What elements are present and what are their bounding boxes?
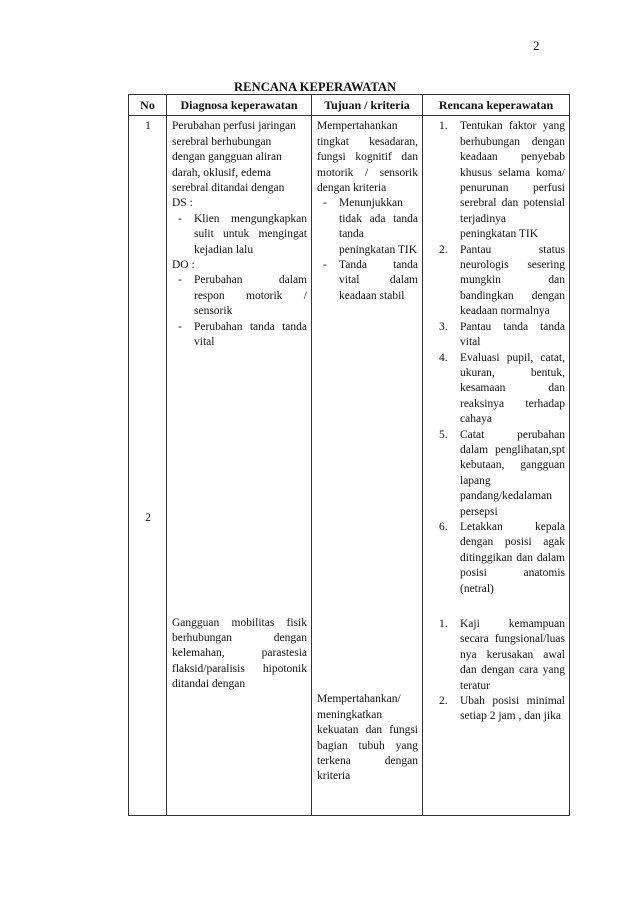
rencana-list-2 [428, 617, 565, 725]
document-title: RENCANA KEPERAWATAN [234, 80, 397, 94]
header-diagnosa: Diagnosa keperawatan [167, 95, 312, 116]
table-row [129, 116, 570, 816]
no-cell [129, 116, 167, 816]
list-item: - Menunjukkan tidak ada tanda tanda peningkatan TIK [323, 197, 418, 256]
page-number: 2 [533, 38, 540, 53]
tujuan-text-2: Mempertahankan/ meningkatkan kekuatan dan fungsi bagian tubuh yang terkena dengan kriteria [317, 693, 418, 783]
table-header-row [129, 95, 570, 116]
diagnosa-cell [167, 116, 312, 816]
rencana-cell [423, 116, 570, 816]
tujuan-text-1: Mempertahankan tingkat kesadaran, fungsi kognitif dan motorik / sensorik dengan kriteria [317, 120, 418, 195]
header-rencana: Rencana keperawatan [423, 95, 570, 116]
ds-list [172, 212, 307, 258]
do-label: DO : [172, 259, 195, 272]
list-item: 4. Evaluasi pupil, catat, ukuran, bentuk, kesamaan dan reaksinya terhadap cahaya [439, 351, 565, 426]
list-item: 5. Catat perubahan dalam penglihatan,spt kebutaan, gangguan lapang pandang/kedalaman persepsi [439, 428, 565, 518]
list-item: 2. Pantau status neurologis sesering mungkin dan bandingkan dengan keadaan normalnya [439, 243, 565, 318]
list-item: 1. Kaji kemampuan secara fungsional/luas nya kerusakan awal dan dengan cara yang teratur [439, 618, 565, 692]
list-item: - Klien mengungkapkan sulit untuk mengingat kejadian lalu [178, 212, 307, 256]
ds-label: DS : [172, 197, 193, 210]
row-number-1: 1 [145, 120, 151, 133]
list-item: - Perubahan tanda tanda vital [178, 320, 307, 349]
rencana-list [428, 119, 565, 597]
list-item: 2. Ubah posisi minimal setiap 2 jam , dan jika [439, 695, 565, 723]
header-no: No [129, 95, 167, 116]
diagnosa-text-2: Gangguan mobilitas fisik berhubungan dengan kelemahan, parastesia flaksid/paralisis hipotonik ditandai dengan [172, 616, 307, 691]
row-number-2: 2 [145, 511, 151, 524]
list-item: 6. Letakkan kepala dengan posisi agak ditinggikan dan dalam posisi anatomis (netral) [439, 520, 565, 595]
header-tujuan: Tujuan / kriteria [312, 95, 423, 116]
diagnosa-text-1: Perubahan perfusi jaringan serebral berhubungan dengan gangguan aliran darah, oklusif, edema serebral ditandai dengan [172, 120, 296, 195]
list-item: - Perubahan dalam respon motorik / sensorik [178, 274, 307, 318]
do-list [172, 273, 307, 350]
list-item: 1. Tentukan faktor yang berhubungan dengan keadaan penyebab khusus selama koma/ penurunan perfusi serebral dan potensial terjadinya peningkatan TIK [439, 120, 565, 241]
tujuan-cell [312, 116, 423, 816]
list-item: 3. Pantau tanda tanda vital [439, 320, 565, 349]
list-item: - Tanda tanda vital dalam keadaan stabil [323, 259, 418, 302]
kriteria-list [317, 196, 418, 304]
care-plan-table [128, 94, 570, 816]
